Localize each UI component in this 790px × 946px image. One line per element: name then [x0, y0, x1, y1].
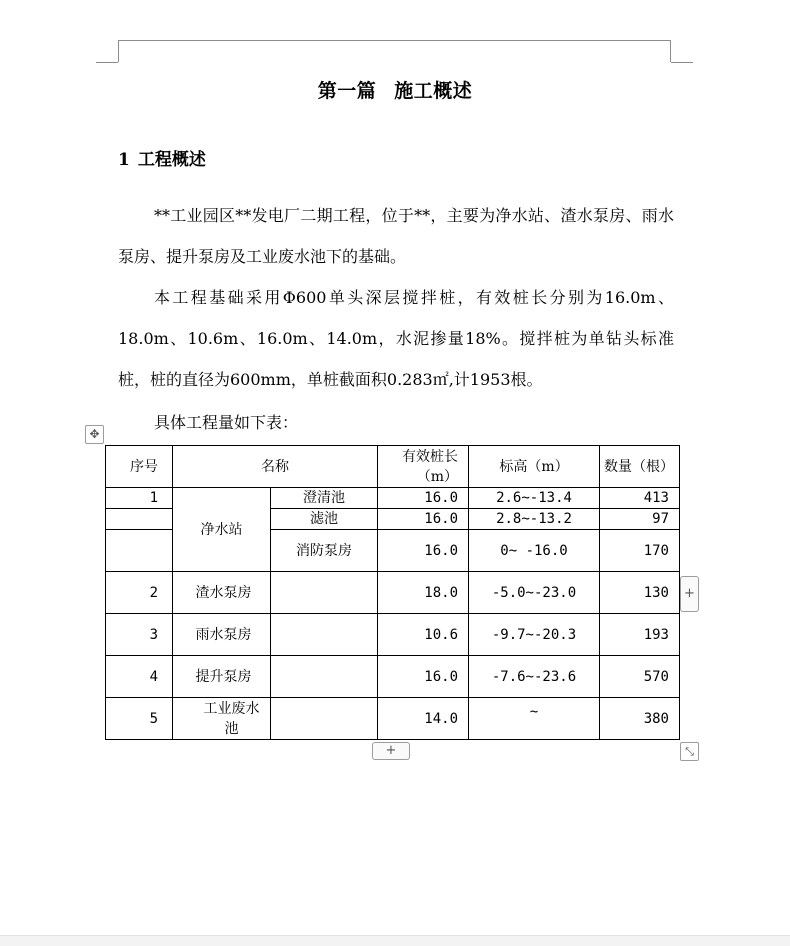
- cell-group: 工业废水池: [173, 698, 271, 740]
- cell-no: [106, 509, 173, 530]
- cell-count: 170: [600, 530, 680, 572]
- table-row: [106, 488, 680, 509]
- cell-sub: 滤池: [271, 509, 378, 530]
- cell-elevation: 2.8~-13.2: [469, 509, 600, 530]
- quantity-table: [105, 445, 680, 740]
- header-elevation: 标高（m）: [469, 446, 600, 488]
- cell-length: 18.0: [378, 572, 469, 614]
- cell-no: 4: [106, 656, 173, 698]
- table-move-handle[interactable]: [85, 425, 104, 444]
- table-resize-handle[interactable]: [680, 742, 699, 761]
- resize-diagonal-icon: ⤡: [685, 745, 694, 758]
- header-count: 数量（根）: [600, 446, 680, 488]
- header-name: 名称: [173, 446, 378, 488]
- section-title: 工程概述: [137, 150, 206, 170]
- page-corner-mark-left-h: [96, 62, 118, 63]
- cell-sub: [271, 572, 378, 614]
- cell-elevation: 2.6~-13.4: [469, 488, 600, 509]
- paragraph-pile-spec: 本工程基础采用Φ600单头深层搅拌桩，有效桩长分别为16.0m、18.0m、10.6m、16.0m、14.0m，水泥掺量18%。搅拌桩为单钻头标准桩，桩的直径为600mm，单桩截面积0.283㎡,计1953根。: [118, 288, 674, 389]
- cell-count: 193: [600, 614, 680, 656]
- cell-no: 1: [106, 488, 173, 509]
- table-row: [106, 614, 680, 656]
- cell-length: 16.0: [378, 530, 469, 572]
- section-heading: [118, 145, 206, 170]
- page-header-line: [118, 40, 671, 41]
- cell-sub: [271, 614, 378, 656]
- table-row: [106, 698, 680, 740]
- cell-count: 97: [600, 509, 680, 530]
- document-title: [0, 76, 790, 103]
- add-row-button[interactable]: +: [372, 742, 410, 760]
- cell-no: 3: [106, 614, 173, 656]
- cell-length: 16.0: [378, 656, 469, 698]
- table-row: [106, 572, 680, 614]
- page-corner-mark-right-h: [671, 62, 693, 63]
- cell-count: 570: [600, 656, 680, 698]
- page-corner-mark-left-v: [118, 40, 119, 62]
- cell-elevation: 0~ -16.0: [469, 530, 600, 572]
- cell-elevation: -5.0~-23.0: [469, 572, 600, 614]
- cell-group: 净水站: [173, 488, 271, 572]
- header-length: 有效桩长（m）: [378, 446, 469, 488]
- add-column-button[interactable]: +: [680, 576, 699, 612]
- cell-group: 雨水泵房: [173, 614, 271, 656]
- cell-elevation: -7.6~-23.6: [469, 656, 600, 698]
- cell-no: 2: [106, 572, 173, 614]
- cell-sub: 澄清池: [271, 488, 378, 509]
- cell-sub: 消防泵房: [271, 530, 378, 572]
- paragraph-table-lead: 具体工程量如下表：: [154, 413, 299, 432]
- section-number: 1: [118, 150, 130, 170]
- cell-length: 14.0: [378, 698, 469, 740]
- cell-count: 413: [600, 488, 680, 509]
- move-arrows-icon: ✥: [89, 427, 100, 441]
- cell-length: 16.0: [378, 509, 469, 530]
- header-no: 序号: [106, 446, 173, 488]
- page-corner-mark-right-v: [670, 40, 671, 62]
- title-part-2: 施工概述: [394, 80, 473, 102]
- page-bottom-gap: [0, 935, 790, 946]
- cell-no: 5: [106, 698, 173, 740]
- title-part-1: 第一篇: [317, 80, 377, 102]
- cell-sub: [271, 698, 378, 740]
- cell-length: 16.0: [378, 488, 469, 509]
- cell-elevation: -9.7~-20.3: [469, 614, 600, 656]
- cell-count: 130: [600, 572, 680, 614]
- cell-sub: [271, 656, 378, 698]
- cell-no: [106, 530, 173, 572]
- table-row: [106, 656, 680, 698]
- paragraph-intro: **工业园区**发电厂二期工程，位于**，主要为净水站、渣水泵房、雨水泵房、提升泵房及工业废水池下的基础。: [118, 206, 674, 266]
- cell-group: 提升泵房: [173, 656, 271, 698]
- cell-elevation: ~: [469, 698, 600, 740]
- table-header-row: [106, 446, 680, 488]
- cell-length: 10.6: [378, 614, 469, 656]
- cell-group: 渣水泵房: [173, 572, 271, 614]
- cell-count: 380: [600, 698, 680, 740]
